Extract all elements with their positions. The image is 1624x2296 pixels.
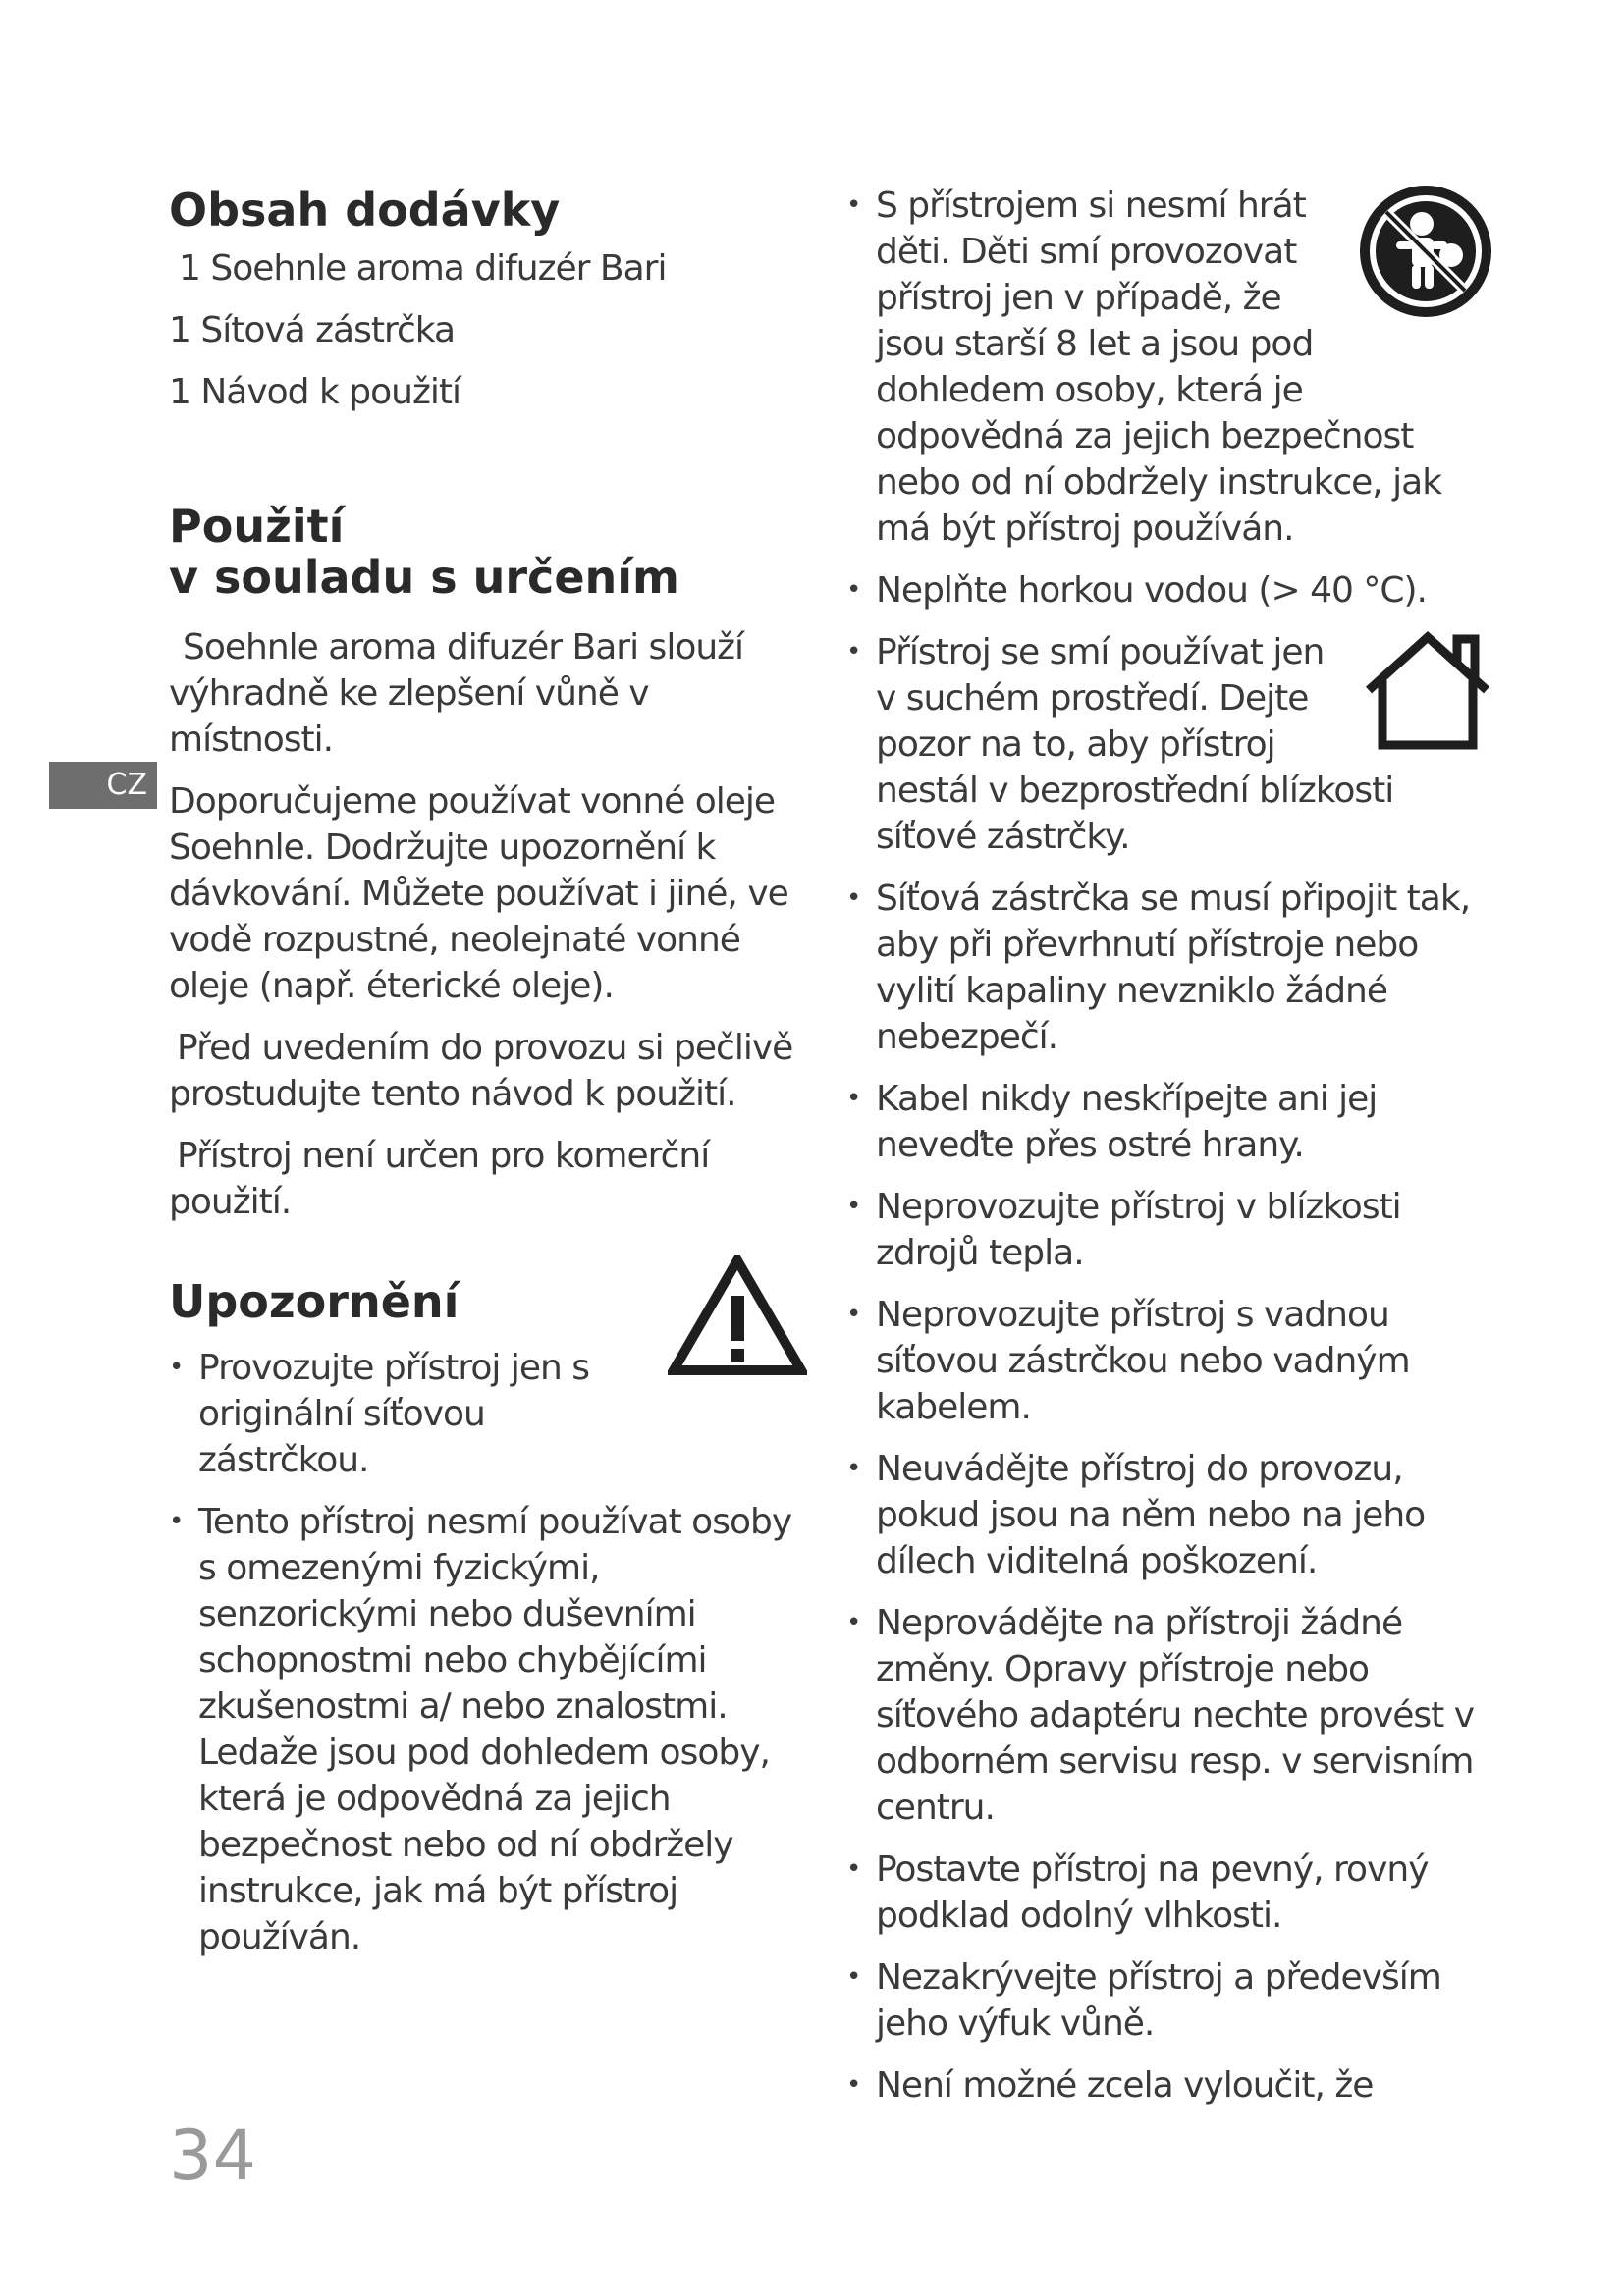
section-title-warnings: Upozornění [169, 1275, 460, 1328]
list-item-indoor [846, 629, 1494, 860]
list-item: • Tento přístroj nesmí používat osoby s omezenými fyzickými, senzorickými nebo duševními schopnostmi nebo chybějícími zkušenostmi a/ nebo znalostmi. Ledaže jsou pod dohledem osoby, která je odpovědná za jejich bezpečnost nebo od ní obdržely instrukce, jak má být přístroj používán. [169, 1499, 797, 1960]
language-tab-label: CZ [106, 768, 147, 802]
paragraph: Přístroj není určen pro komerční použití. [169, 1136, 710, 1222]
list-item: • Neuvádějte přístroj do provozu, pokud jsou na něm nebo na jeho dílech viditelná poškození. [846, 1446, 1494, 1584]
section-title-contents: Obsah dodávky [169, 184, 561, 237]
list-item: • Není možné zcela vyloučit, že [846, 2062, 1494, 2109]
paragraph: Před uvedením do provozu si pečlivě prostudujte tento návod k použití. [169, 1028, 793, 1114]
list-item: • Postavte přístroj na pevný, rovný podklad odolný vlhkosti. [846, 1846, 1494, 1939]
safety-list [846, 183, 1494, 2124]
section-contents [169, 185, 797, 431]
contents-item: 1 Návod k použití [169, 372, 460, 412]
list-item: • Neprovozujte přístroj s vadnou síťovou zástrčkou nebo vadným kabelem. [846, 1292, 1494, 1430]
paragraph: Soehnle aroma difuzér Bari slouží výhradně ke zlepšení vůně v místnosti. [169, 627, 744, 760]
paragraph: Doporučujeme používat vonné oleje Soehnle. Dodržujte upozornění k dávkování. Můžete používat i jiné, ve vodě rozpustné, neolejnaté vonné oleje (např. éterické oleje). [169, 781, 788, 1006]
list-item-text: S přístrojem si nesmí hrát děti. Děti smí provozovat přístroj jen v případě, že jsou starší 8 let a jsou pod dohledem osoby, která je odpovědná za jejich bezpečnost nebo od ní obdržely instrukce, jak má být přístroj používán. [876, 186, 1442, 549]
warnings-list [169, 1345, 601, 1483]
list-item-children [846, 183, 1494, 552]
page-number: 34 [169, 2115, 257, 2196]
list-item-text: Přístroj se smí používat jen v suchém prostředí. Dejte pozor na to, aby přístroj nestál v bezprostřední blízkosti síťové zástrčky. [876, 632, 1394, 857]
list-item: • Provozujte přístroj jen s originální síťovou zástrčkou. [169, 1345, 640, 1483]
language-tab [49, 762, 157, 809]
list-item: • Kabel nikdy neskřípejte ani jej neveďte přes ostré hrany. [846, 1076, 1494, 1168]
list-item: • Neplňte horkou vodou (> 40 °C). [846, 567, 1494, 614]
list-item: • Nezakrývejte přístroj a především jeho výfuk vůně. [846, 1954, 1494, 2047]
contents-list [169, 245, 797, 415]
section-intended-use [169, 501, 797, 1241]
contents-item: 1 Soehnle aroma difuzér Bari [179, 248, 667, 289]
list-item: • Neprovádějte na přístroji žádné změny. Opravy přístroje nebo síťového adaptéru nechte provést v odborném servisu resp. v servisním centru. [846, 1600, 1494, 1831]
contents-item: 1 Sítová zástrčka [169, 310, 456, 350]
section-title-intended-use-line1: Použití [169, 500, 345, 553]
warning-triangle-icon [668, 1255, 807, 1376]
warning-icon-wrap [668, 1255, 807, 1380]
list-item: • Neprovozujte přístroj v blízkosti zdrojů tepla. [846, 1184, 1494, 1276]
no-children-icon [1357, 183, 1494, 320]
warnings-list-cont [169, 1499, 797, 1960]
indoor-house-icon [1361, 629, 1494, 751]
section-title-intended-use-line2: v souladu s určením [169, 551, 679, 604]
section-warnings [169, 1255, 797, 1976]
intended-use-text [169, 624, 797, 1225]
list-item: • Síťová zástrčka se musí připojit tak, aby při převrhnutí přístroje nebo vylití kapaliny nevzniklo žádné nebezpečí. [846, 876, 1494, 1060]
